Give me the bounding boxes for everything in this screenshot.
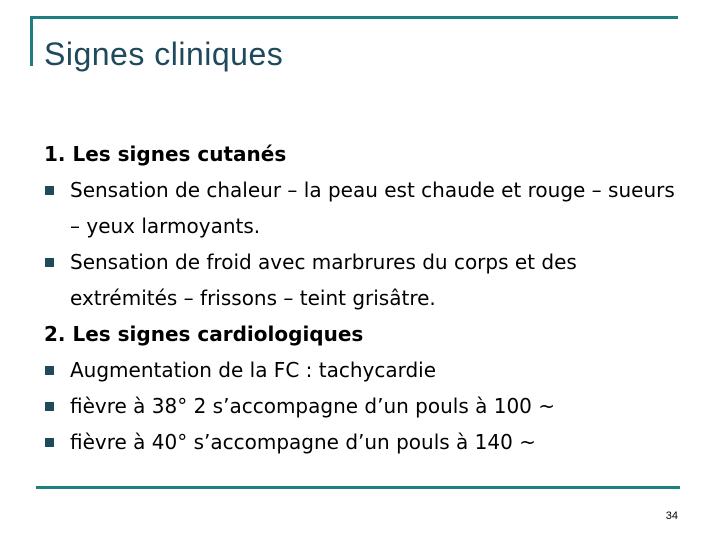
list-item: [44, 388, 684, 424]
frame-left-line: [30, 16, 33, 66]
square-bullet-icon: [45, 366, 54, 375]
square-bullet-icon: [45, 402, 54, 411]
frame-top-line: [30, 16, 678, 19]
list-item-text: fièvre à 38° 2 s’accompagne d’un pouls à 100 ~: [70, 394, 556, 418]
slide-content: [44, 136, 684, 460]
list-item: [44, 352, 684, 388]
footer-divider: [36, 486, 680, 489]
page-number: 34: [665, 510, 678, 522]
list-item-text: fièvre à 40° s’accompagne d’un pouls à 140 ~: [70, 430, 536, 454]
list-item-text: Sensation de chaleur – la peau est chaude et rouge – sueurs – yeux larmoyants.: [70, 178, 675, 238]
square-bullet-icon: [45, 186, 54, 195]
list-item: [44, 424, 684, 460]
section-heading-cutanes: 1. Les signes cutanés: [44, 142, 287, 166]
list-item-text: Sensation de froid avec marbrures du corps et des extrémités – frissons – teint grisâtre.: [70, 250, 577, 310]
list-item: [44, 172, 684, 244]
list-item-text: Augmentation de la FC : tachycardie: [70, 358, 437, 382]
slide-title: Signes cliniques: [44, 36, 284, 72]
list-item: [44, 244, 684, 316]
square-bullet-icon: [45, 438, 54, 447]
square-bullet-icon: [45, 258, 54, 267]
section-heading-cardiologiques: 2. Les signes cardiologiques: [44, 322, 364, 346]
